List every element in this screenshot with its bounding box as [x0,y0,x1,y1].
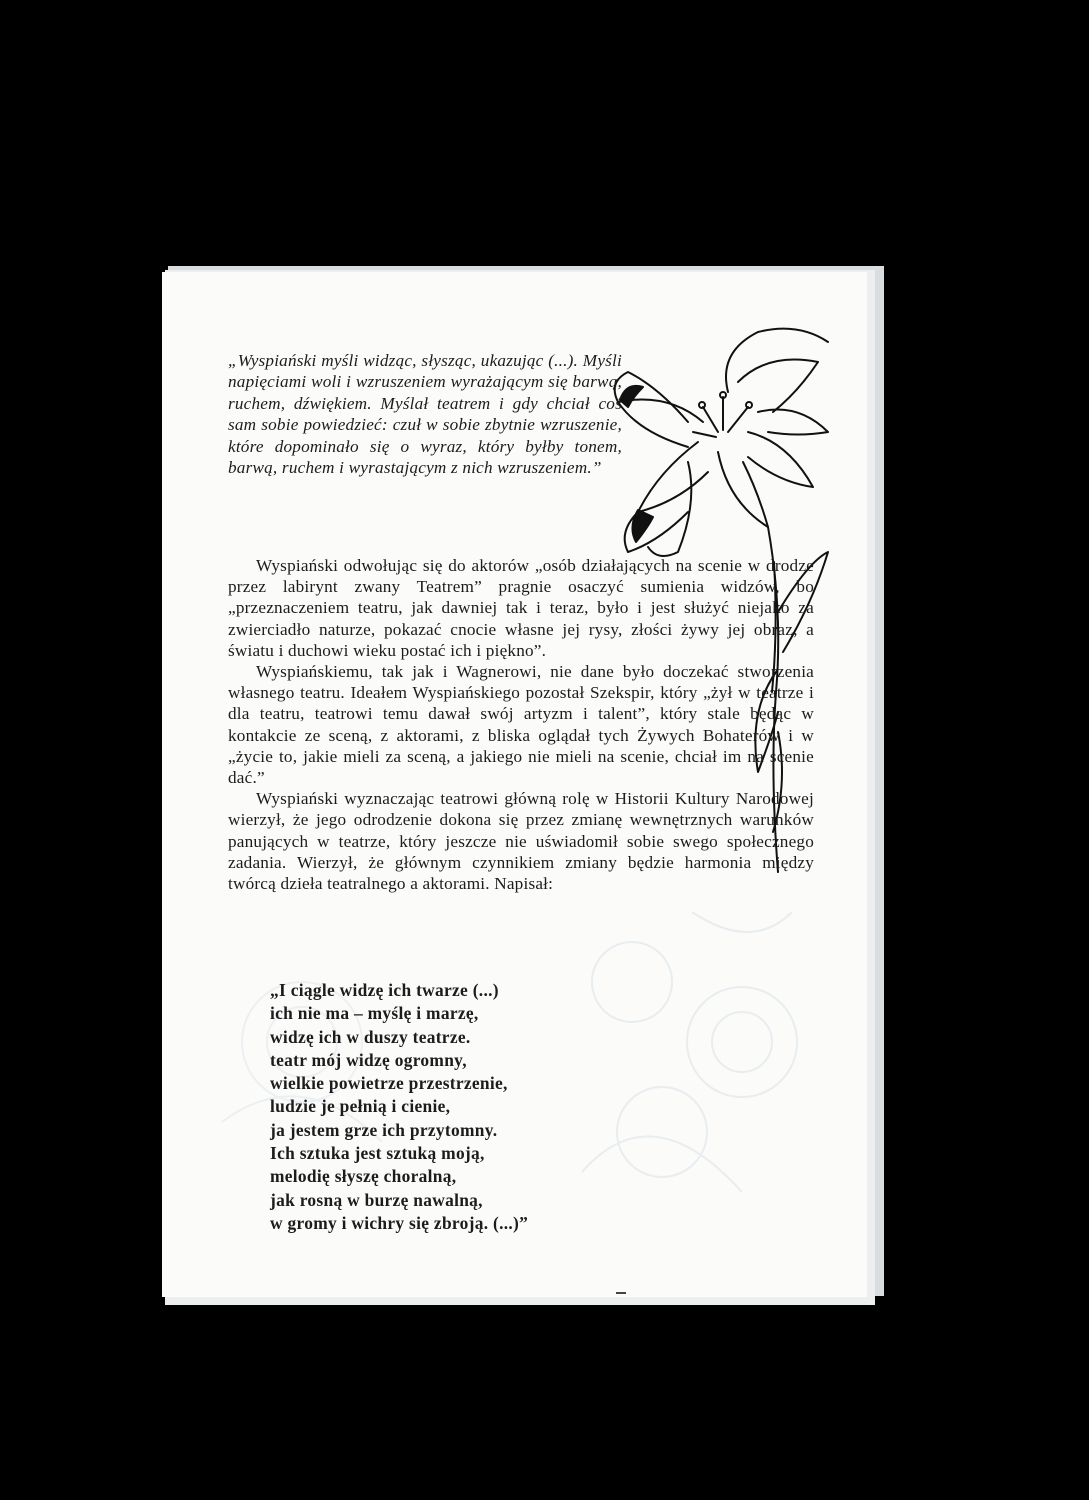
poem-line: ludzie je pełnią i cienie, [270,1096,451,1117]
paragraph: Wyspiański odwołując się do aktorów „osób działających na scenie w drodze przez labirynt zwany Teatrem” pragnie osaczyć sumienia widzów, bo „przeznaczeniem teatru, jak dawniej tak i teraz, było i jest służyć niejako za zwierciadło naturze, pokazać cnocie własne jej rysy, złości żywy jej obraz, a światu i duchowi wieku postać ich i piękno”. [228,556,814,660]
poem-line: w gromy i wichry się zbroją. (...)” [270,1212,529,1233]
poem [270,979,670,1235]
opening-quote-text: „Wyspiański myśli widząc, słysząc, ukazując (...). Myśli napięciami woli i wzruszeniem wyrażającym się barwą, ruchem, dźwiękiem. Myślał teatrem i gdy chciał coś sam sobie powiedzieć: czuł w sobie zbytnie wzruszenie, które dopominało się o wyraz, który byłby tonem, barwą, ruchem i wyrastającym z nich wzruszeniem.” [228,351,622,478]
poem-line: ich nie ma – myślę i marzę, [270,1003,479,1024]
poem-line: jak rosną w burzę nawalną, [270,1189,483,1210]
poem-line: melodię słyszę choralną, [270,1166,457,1187]
poem-line: Ich sztuka jest sztuką moją, [270,1143,485,1164]
poem-line: teatr mój widzę ogromny, [270,1049,467,1070]
page-bottom-mark [616,1292,626,1294]
paragraph: Wyspiański wyznaczając teatrowi główną rolę w Historii Kultury Narodowej wierzył, że jego odrodzenie dokona się przez zmianę wewnętrznych warunków panujących w teatrze, który jeszcze nie uświadomił sobie swego społecznego zadania. Wierzył, że głównym czynnikiem zmiany będzie harmonia między twórcą dzieła teatralnego a aktorami. Napisał: [228,789,814,894]
body-text [228,555,814,894]
opening-quote [228,350,622,478]
poem-line: ja jestem grze ich przytomny. [270,1119,498,1140]
poem-line: widzę ich w duszy teatrze. [270,1026,471,1047]
poem-line: wielkie powietrze przestrzenie, [270,1073,508,1094]
booklet-page [162,272,867,1297]
paragraph: Wyspiańskiemu, tak jak i Wagnerowi, nie dane było doczekać stworzenia własnego teatru. Ideałem Wyspiańskiego pozostał Szekspir, który „żył w teatrze i dla teatru, teatrowi temu dawał swój artyzm i talent”, który stale będąc w kontakcie ze sceną, z aktorami, z bliska oglądał tych Żywych Bohaterów i w „życie to, jakie mieli za sceną, a jakiego nie mieli na scenie, chciał im na scenie dać.” [228,662,814,788]
poem-line: „I ciągle widzę ich twarze (...) [270,980,499,1000]
